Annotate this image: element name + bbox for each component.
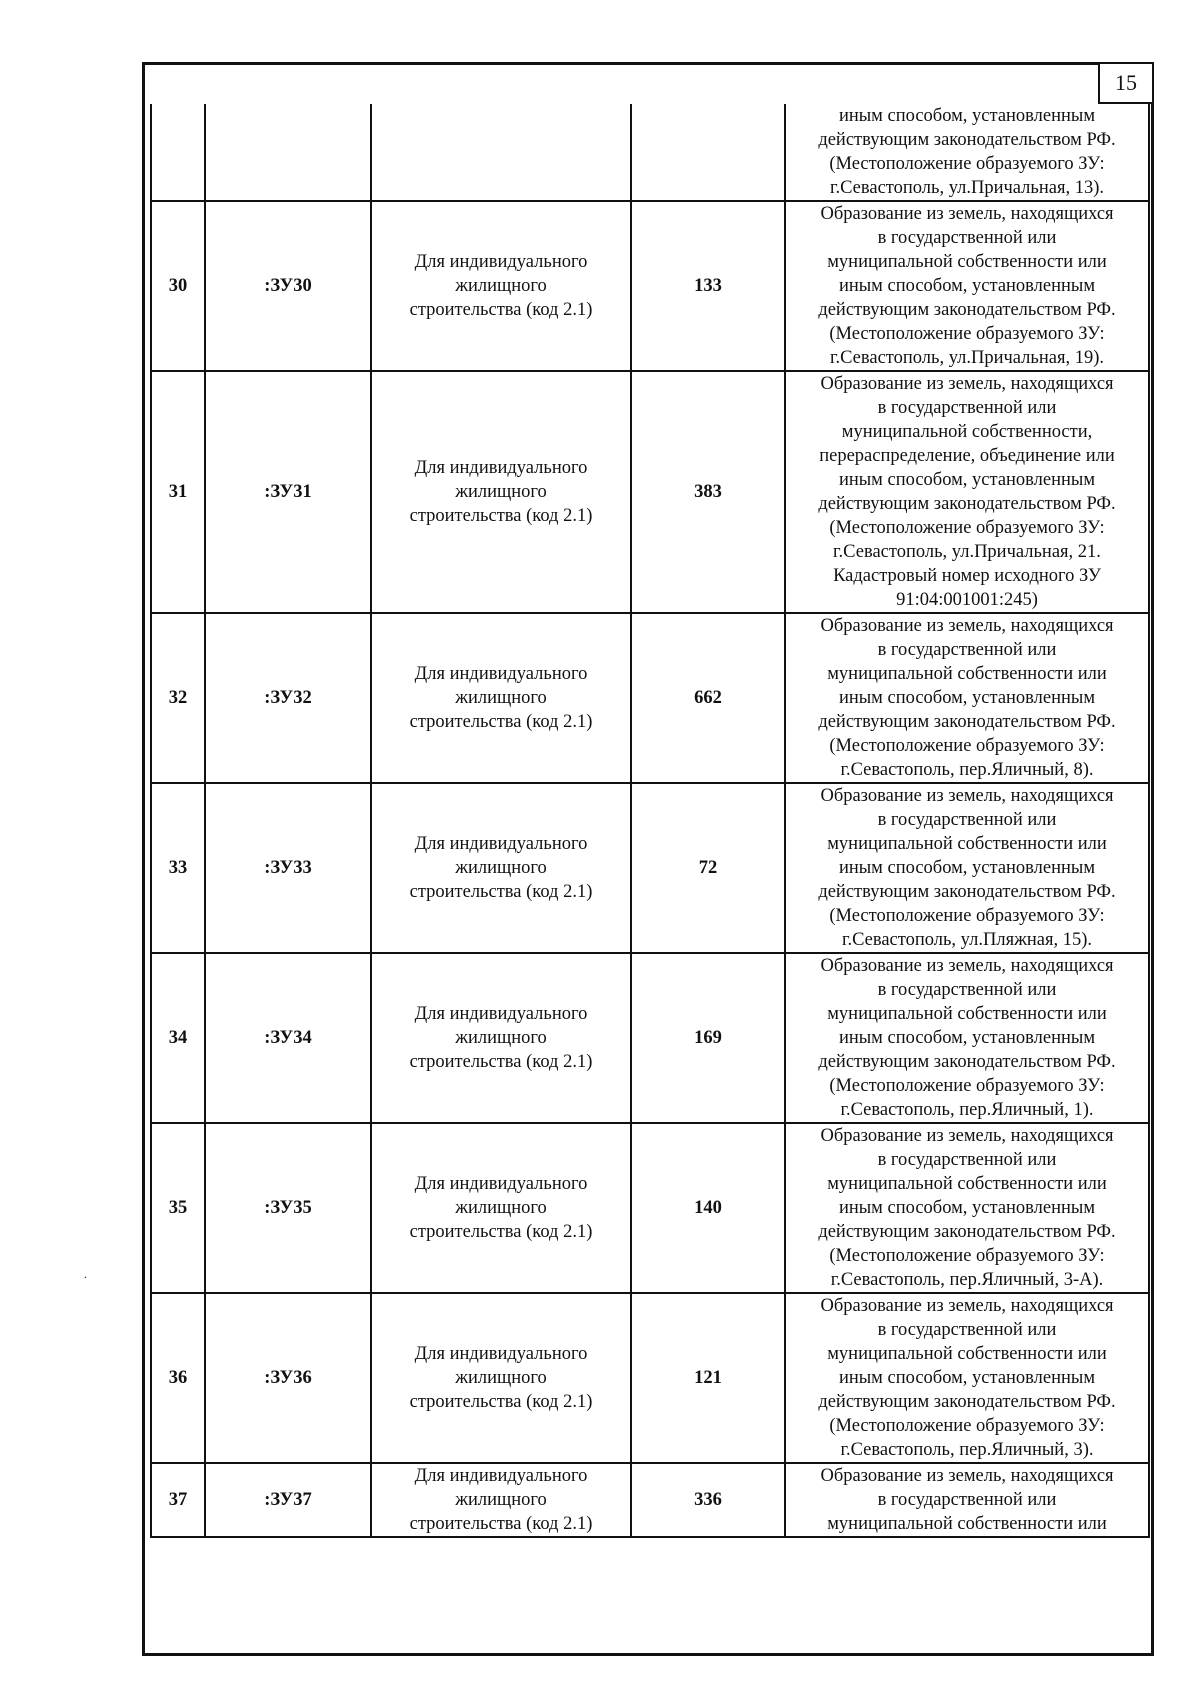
row-number-cell: 31 [151, 371, 205, 613]
formation-method-cell-line: (Местоположение образуемого ЗУ: [829, 518, 1105, 538]
formation-method-cell-line: (Местоположение образуемого ЗУ: [829, 906, 1105, 926]
area-cell: 133 [631, 201, 785, 371]
formation-method-cell-line: в государственной или [877, 1490, 1057, 1510]
formation-method-cell [785, 201, 1149, 371]
land-use-cell-line: строительства (код 2.1) [409, 300, 593, 320]
formation-method-cell-line: Образование из земель, находящихся [820, 786, 1114, 806]
area-cell: 336 [631, 1463, 785, 1537]
formation-method-cell-line: иным способом, установленным [838, 688, 1096, 708]
parcel-code-cell: :ЗУ37 [205, 1463, 371, 1537]
formation-method-cell-line: муниципальной собственности или [827, 834, 1107, 854]
formation-method-cell-line: г.Севастополь, пер.Яличный, 3). [840, 1440, 1094, 1460]
parcel-code-cell: :ЗУ32 [205, 613, 371, 783]
formation-method-cell-line: г.Севастополь, ул.Причальная, 13). [829, 178, 1105, 198]
land-use-cell-line: строительства (код 2.1) [409, 1222, 593, 1242]
land-use-cell-line: Для индивидуального [414, 1344, 588, 1364]
formation-method-cell-line: (Местоположение образуемого ЗУ: [829, 1416, 1105, 1436]
stray-mark: . [84, 1267, 87, 1281]
formation-method-cell-line: Кадастровый номер исходного ЗУ [833, 566, 1101, 586]
formation-method-cell-line: муниципальной собственности или [827, 1344, 1107, 1364]
area-cell: 121 [631, 1293, 785, 1463]
parcels-table-body [151, 104, 1149, 1537]
land-use-cell [371, 201, 631, 371]
land-use-cell-line: Для индивидуального [414, 1466, 588, 1486]
area-cell: 383 [631, 371, 785, 613]
formation-method-cell-line: муниципальной собственности или [827, 664, 1107, 684]
formation-method-cell-line: в государственной или [877, 980, 1057, 1000]
land-use-cell [371, 613, 631, 783]
formation-method-cell-line: (Местоположение образуемого ЗУ: [829, 154, 1105, 174]
formation-method-cell-line: муниципальной собственности или [827, 1514, 1107, 1534]
row-number-cell: 33 [151, 783, 205, 953]
land-use-cell-line: жилищного [455, 1490, 547, 1510]
formation-method-cell-line: (Местоположение образуемого ЗУ: [829, 324, 1105, 344]
land-use-cell-line: жилищного [455, 688, 547, 708]
formation-method-cell-line: муниципальной собственности, [841, 422, 1093, 442]
formation-method-cell-line: иным способом, установленным [838, 276, 1096, 296]
formation-method-cell-line: в государственной или [877, 810, 1057, 830]
table-row [151, 201, 1149, 371]
land-use-cell-line: жилищного [455, 1198, 547, 1218]
parcels-table [150, 104, 1150, 1538]
table-row [151, 953, 1149, 1123]
formation-method-cell-line: действующим законодательством РФ. [818, 300, 1116, 320]
formation-method-cell-line: иным способом, установленным [838, 1368, 1096, 1388]
formation-method-cell-line: действующим законодательством РФ. [818, 494, 1116, 514]
land-use-cell-line: Для индивидуального [414, 834, 588, 854]
formation-method-cell-line: перераспределение, объединение или [819, 446, 1115, 466]
land-use-cell-line: Для индивидуального [414, 664, 588, 684]
formation-method-cell-line: Образование из земель, находящихся [820, 1296, 1114, 1316]
formation-method-cell-line: действующим законодательством РФ. [818, 1222, 1116, 1242]
formation-method-cell-line: г.Севастополь, ул.Причальная, 19). [829, 348, 1105, 368]
row-number-cell: 36 [151, 1293, 205, 1463]
land-use-cell [371, 104, 631, 201]
formation-method-cell-line: иным способом, установленным [838, 1028, 1096, 1048]
table-row [151, 613, 1149, 783]
formation-method-cell-line: г.Севастополь, ул.Причальная, 21. [833, 542, 1101, 562]
formation-method-cell-line: иным способом, установленным [838, 106, 1096, 126]
formation-method-cell [785, 1293, 1149, 1463]
land-use-cell-line: Для индивидуального [414, 252, 588, 272]
parcel-code-cell: :ЗУ35 [205, 1123, 371, 1293]
land-use-cell [371, 953, 631, 1123]
formation-method-cell-line: действующим законодательством РФ. [818, 1392, 1116, 1412]
formation-method-cell-line: г.Севастополь, пер.Яличный, 1). [840, 1100, 1094, 1120]
formation-method-cell-line: Образование из земель, находящихся [820, 374, 1114, 394]
parcel-code-cell: :ЗУ36 [205, 1293, 371, 1463]
area-cell: 140 [631, 1123, 785, 1293]
formation-method-cell [785, 953, 1149, 1123]
row-number-cell: 30 [151, 201, 205, 371]
table-row [151, 1293, 1149, 1463]
land-use-cell-line: строительства (код 2.1) [409, 712, 593, 732]
formation-method-cell-line: Образование из земель, находящихся [820, 1466, 1114, 1486]
parcel-code-cell: :ЗУ31 [205, 371, 371, 613]
land-use-cell-line: жилищного [455, 276, 547, 296]
land-use-cell-line: строительства (код 2.1) [409, 506, 593, 526]
table-row [151, 1463, 1149, 1537]
area-cell [631, 104, 785, 201]
formation-method-cell [785, 104, 1149, 201]
row-number-cell: 35 [151, 1123, 205, 1293]
land-use-cell [371, 371, 631, 613]
formation-method-cell-line: иным способом, установленным [838, 858, 1096, 878]
land-use-cell-line: жилищного [455, 858, 547, 878]
formation-method-cell-line: Образование из земель, находящихся [820, 1126, 1114, 1146]
formation-method-cell-line: муниципальной собственности или [827, 1004, 1107, 1024]
row-number-cell [151, 104, 205, 201]
parcel-code-cell: :ЗУ30 [205, 201, 371, 371]
land-use-cell-line: жилищного [455, 482, 547, 502]
formation-method-cell-line: г.Севастополь, пер.Яличный, 3-А). [830, 1270, 1104, 1290]
formation-method-cell-line: иным способом, установленным [838, 1198, 1096, 1218]
formation-method-cell-line: действующим законодательством РФ. [818, 882, 1116, 902]
formation-method-cell-line: в государственной или [877, 398, 1057, 418]
formation-method-cell-line: г.Севастополь, пер.Яличный, 8). [840, 760, 1094, 780]
formation-method-cell-line: Образование из земель, находящихся [820, 956, 1114, 976]
formation-method-cell-line: в государственной или [877, 1320, 1057, 1340]
formation-method-cell-line: в государственной или [877, 640, 1057, 660]
row-number-cell: 32 [151, 613, 205, 783]
land-use-cell-line: строительства (код 2.1) [409, 1514, 593, 1534]
formation-method-cell-line: действующим законодательством РФ. [818, 130, 1116, 150]
parcel-code-cell [205, 104, 371, 201]
row-number-cell: 34 [151, 953, 205, 1123]
area-cell: 169 [631, 953, 785, 1123]
row-number-cell: 37 [151, 1463, 205, 1537]
formation-method-cell [785, 1123, 1149, 1293]
area-cell: 72 [631, 783, 785, 953]
table-row [151, 371, 1149, 613]
formation-method-cell-line: в государственной или [877, 228, 1057, 248]
area-cell: 662 [631, 613, 785, 783]
formation-method-cell-line: муниципальной собственности или [827, 1174, 1107, 1194]
land-use-cell-line: жилищного [455, 1368, 547, 1388]
page-number: 15 [1098, 62, 1154, 104]
formation-method-cell-line: Образование из земель, находящихся [820, 616, 1114, 636]
formation-method-cell-line: в государственной или [877, 1150, 1057, 1170]
formation-method-cell-line: действующим законодательством РФ. [818, 1052, 1116, 1072]
formation-method-cell-line: 91:04:001001:245) [896, 590, 1038, 610]
land-use-cell [371, 1463, 631, 1537]
land-use-cell [371, 1293, 631, 1463]
formation-method-cell-line: Образование из земель, находящихся [820, 204, 1114, 224]
land-use-cell-line: строительства (код 2.1) [409, 882, 593, 902]
parcel-code-cell: :ЗУ33 [205, 783, 371, 953]
land-use-cell-line: Для индивидуального [414, 1004, 588, 1024]
formation-method-cell-line: (Местоположение образуемого ЗУ: [829, 736, 1105, 756]
land-use-cell-line: Для индивидуального [414, 458, 588, 478]
table-row [151, 783, 1149, 953]
land-use-cell-line: жилищного [455, 1028, 547, 1048]
formation-method-cell-line: г.Севастополь, ул.Пляжная, 15). [841, 930, 1093, 950]
formation-method-cell-line: иным способом, установленным [838, 470, 1096, 490]
formation-method-cell [785, 783, 1149, 953]
land-use-cell [371, 783, 631, 953]
table-row [151, 1123, 1149, 1293]
formation-method-cell-line: муниципальной собственности или [827, 252, 1107, 272]
parcel-code-cell: :ЗУ34 [205, 953, 371, 1123]
formation-method-cell [785, 1463, 1149, 1537]
formation-method-cell-line: (Местоположение образуемого ЗУ: [829, 1076, 1105, 1096]
formation-method-cell [785, 613, 1149, 783]
land-use-cell [371, 1123, 631, 1293]
land-use-cell-line: Для индивидуального [414, 1174, 588, 1194]
land-use-cell-line: строительства (код 2.1) [409, 1052, 593, 1072]
formation-method-cell-line: (Местоположение образуемого ЗУ: [829, 1246, 1105, 1266]
formation-method-cell [785, 371, 1149, 613]
table-row [151, 104, 1149, 201]
land-use-cell-line: строительства (код 2.1) [409, 1392, 593, 1412]
formation-method-cell-line: действующим законодательством РФ. [818, 712, 1116, 732]
